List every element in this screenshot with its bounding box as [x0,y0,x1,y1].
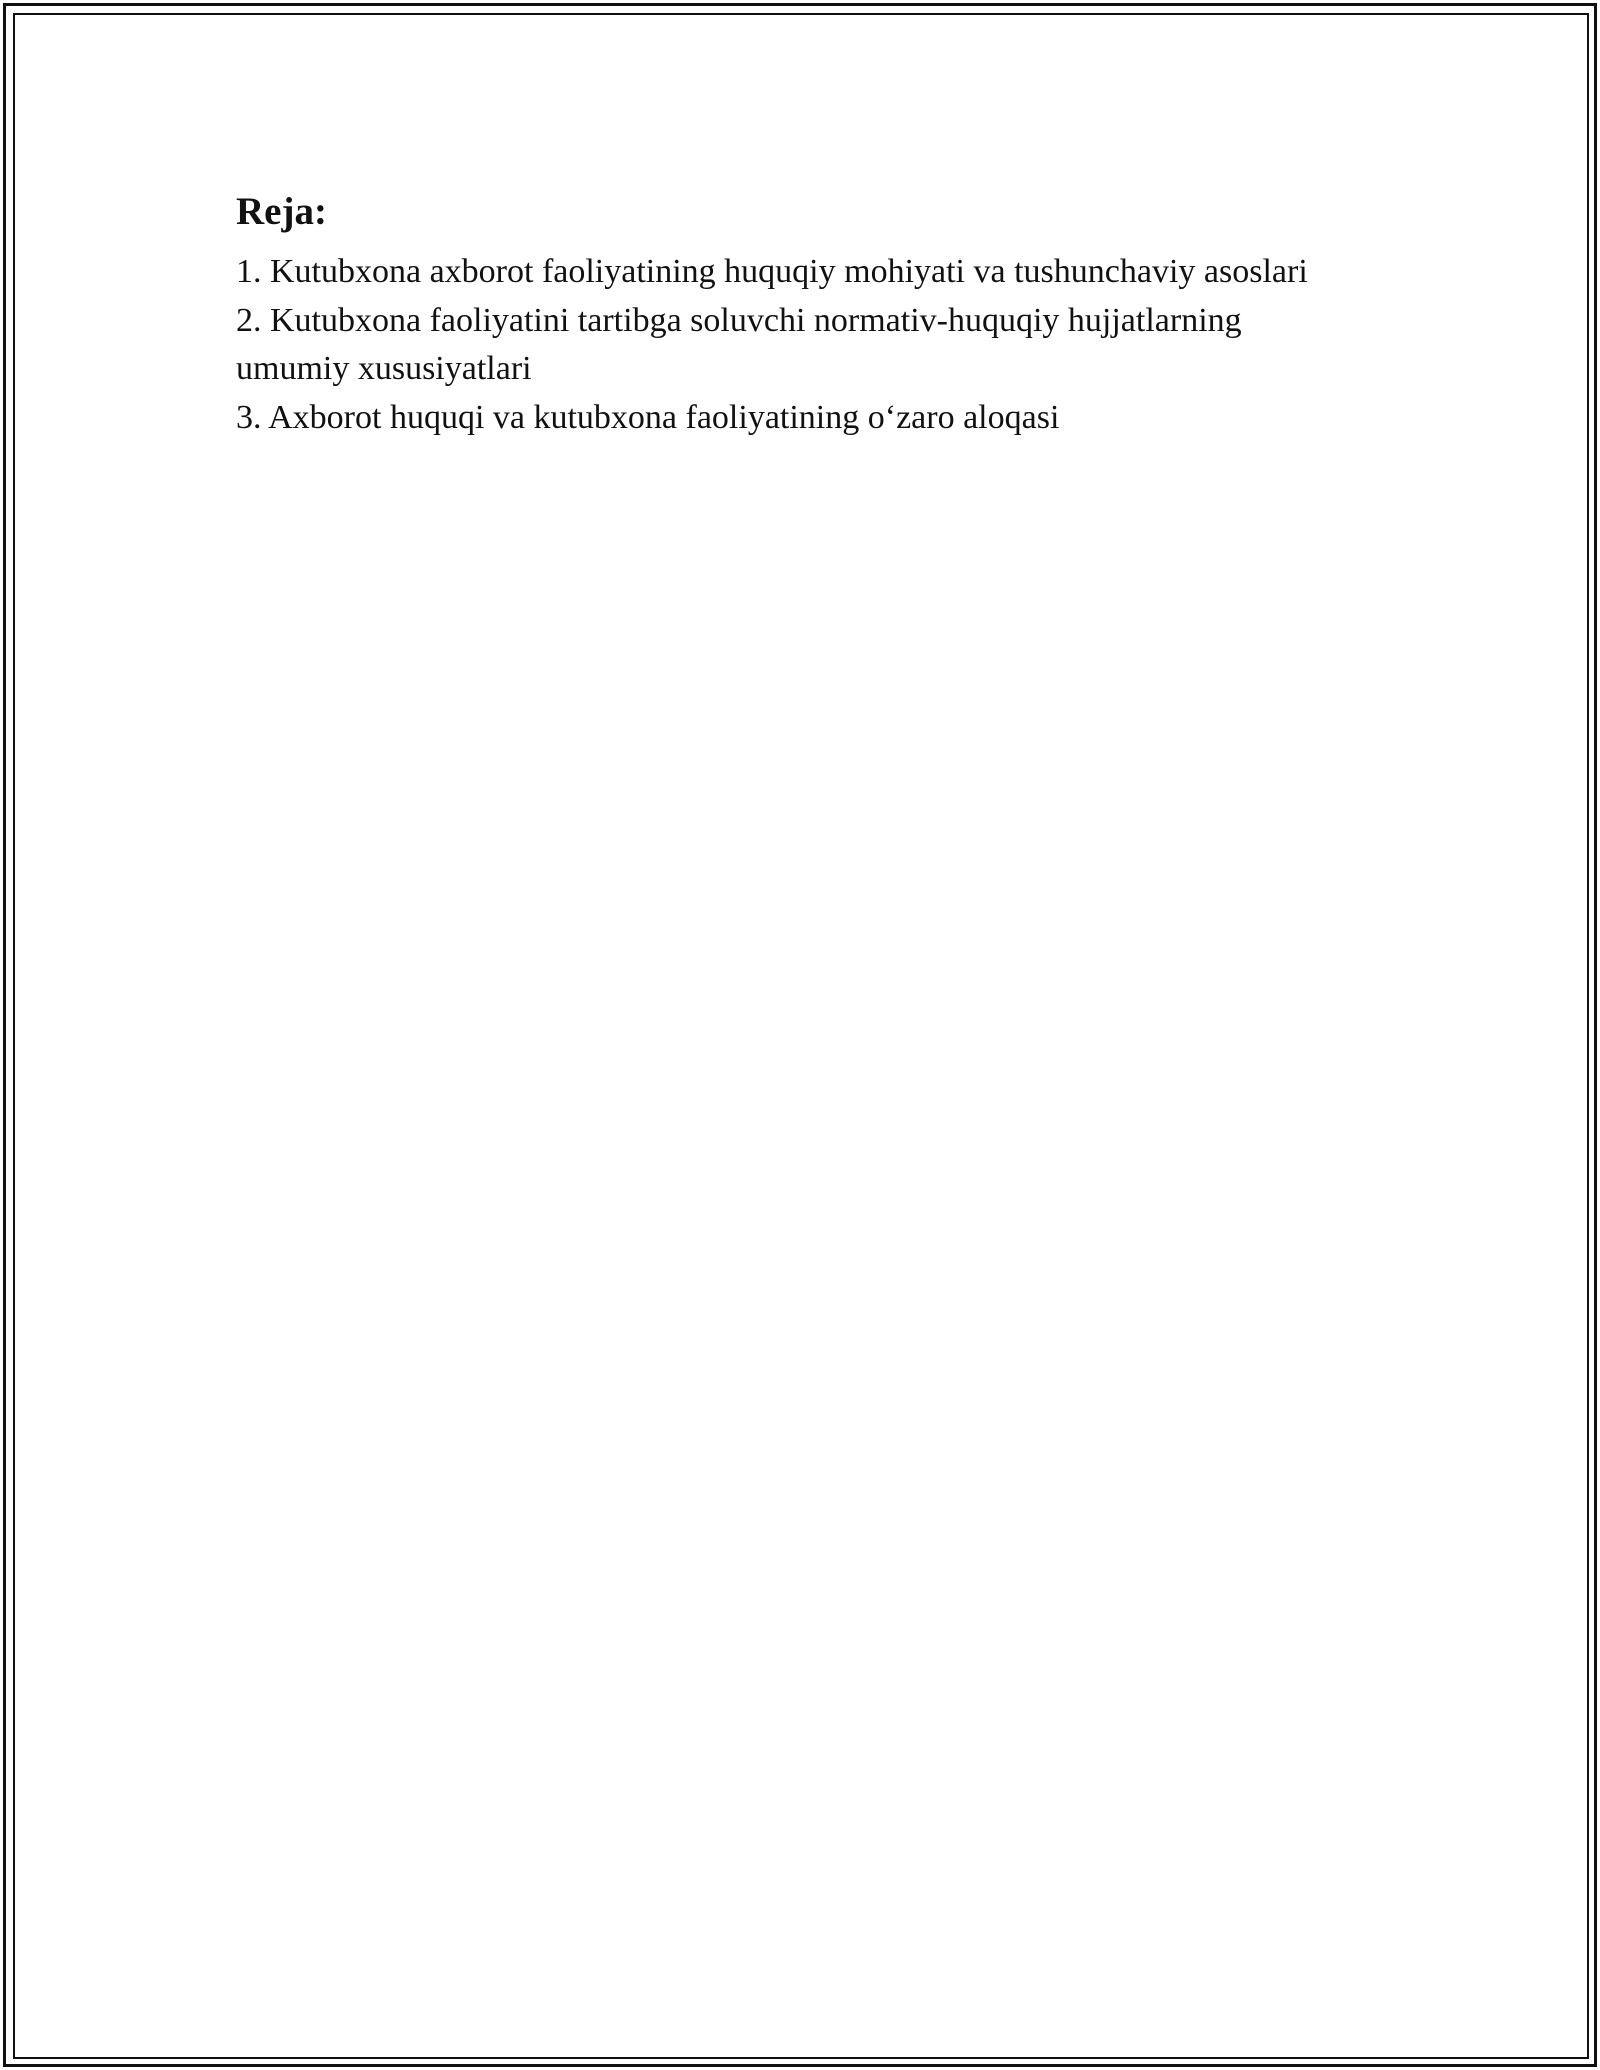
plan-heading: Reja: [236,190,327,233]
plan-item-1: 1. Kutubxona axborot faoliyatining huquqiy mohiyati va tushunchaviy asoslari [236,253,1308,290]
page-content [236,186,1356,442]
plan-list [236,248,1356,442]
plan-item-2: 2. Kutubxona faoliyatini tartibga soluvchi normativ-huquqiy hujjatlarning umumiy xususiyatlari [236,301,1242,387]
plan-item-3: 3. Axborot huquqi va kutubxona faoliyatining o‘zaro aloqasi [236,398,1060,436]
